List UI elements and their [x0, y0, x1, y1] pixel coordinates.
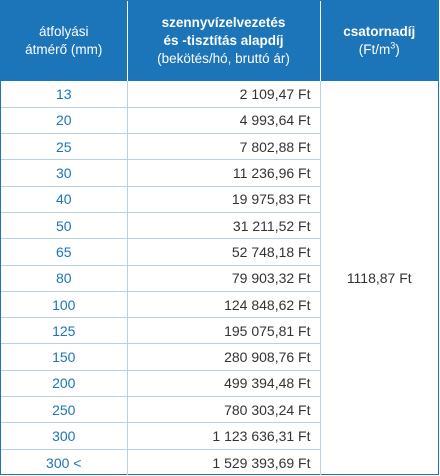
header-canal-fee-unit: (Ft/m: [358, 42, 391, 57]
header-base-fee-line2: és -tisztítás alapdíj: [163, 33, 284, 48]
base-fee-cell: 31 211,52 Ft: [127, 212, 320, 238]
base-fee-cell: 2 109,47 Ft: [127, 81, 320, 107]
base-fee-cell: 1 123 636,31 Ft: [127, 423, 320, 449]
diameter-cell: 150: [1, 344, 127, 370]
fee-table-body: [1, 81, 438, 475]
base-fee-cell: 280 908,76 Ft: [127, 344, 320, 370]
header-diameter: [1, 1, 127, 81]
base-fee-cell: 780 303,24 Ft: [127, 397, 320, 423]
base-fee-cell: 79 903,32 Ft: [127, 265, 320, 291]
table-row: [1, 81, 438, 107]
diameter-cell: 20: [1, 107, 127, 133]
header-canal-fee-close: ): [395, 42, 400, 57]
header-canal-fee-line1: csatornadíj: [343, 24, 416, 39]
base-fee-cell: 4 993,64 Ft: [127, 107, 320, 133]
base-fee-cell: 499 394,48 Ft: [127, 370, 320, 396]
canal-fee-cell: 1118,87 Ft: [346, 270, 412, 287]
diameter-cell: 300: [1, 423, 127, 449]
diameter-cell: 65: [1, 239, 127, 265]
base-fee-cell: 52 748,18 Ft: [127, 239, 320, 265]
base-fee-cell: 19 975,83 Ft: [127, 186, 320, 212]
header-diameter-line1: átfolyási: [38, 24, 89, 39]
header-canal-fee: [320, 1, 438, 81]
diameter-cell: 100: [1, 291, 127, 317]
diameter-cell: 50: [1, 212, 127, 238]
diameter-cell: 13: [1, 81, 127, 107]
diameter-cell: 40: [1, 186, 127, 212]
base-fee-cell: 124 848,62 Ft: [127, 291, 320, 317]
base-fee-cell: 11 236,96 Ft: [127, 160, 320, 186]
diameter-cell: 30: [1, 160, 127, 186]
header-canal-fee-sup: 3: [390, 40, 396, 51]
base-fee-cell: 195 075,81 Ft: [127, 318, 320, 344]
header-base-fee-line3: (bekötés/hó, bruttó ár): [157, 51, 290, 66]
header-diameter-line2: átmérő (mm): [25, 42, 103, 57]
header-row: [1, 1, 438, 81]
diameter-cell: 250: [1, 397, 127, 423]
diameter-cell: 25: [1, 134, 127, 160]
fee-table: [1, 1, 438, 475]
diameter-cell: 200: [1, 370, 127, 396]
header-base-fee-line1: szennyvízelvezetés: [161, 15, 286, 30]
header-canal-fee-line2: [323, 41, 437, 59]
header-base-fee: [127, 1, 320, 81]
diameter-cell: 300 <: [1, 449, 127, 475]
diameter-cell: 125: [1, 318, 127, 344]
base-fee-cell: 1 529 393,69 Ft: [127, 449, 320, 475]
base-fee-cell: 7 802,88 Ft: [127, 134, 320, 160]
diameter-cell: 80: [1, 265, 127, 291]
